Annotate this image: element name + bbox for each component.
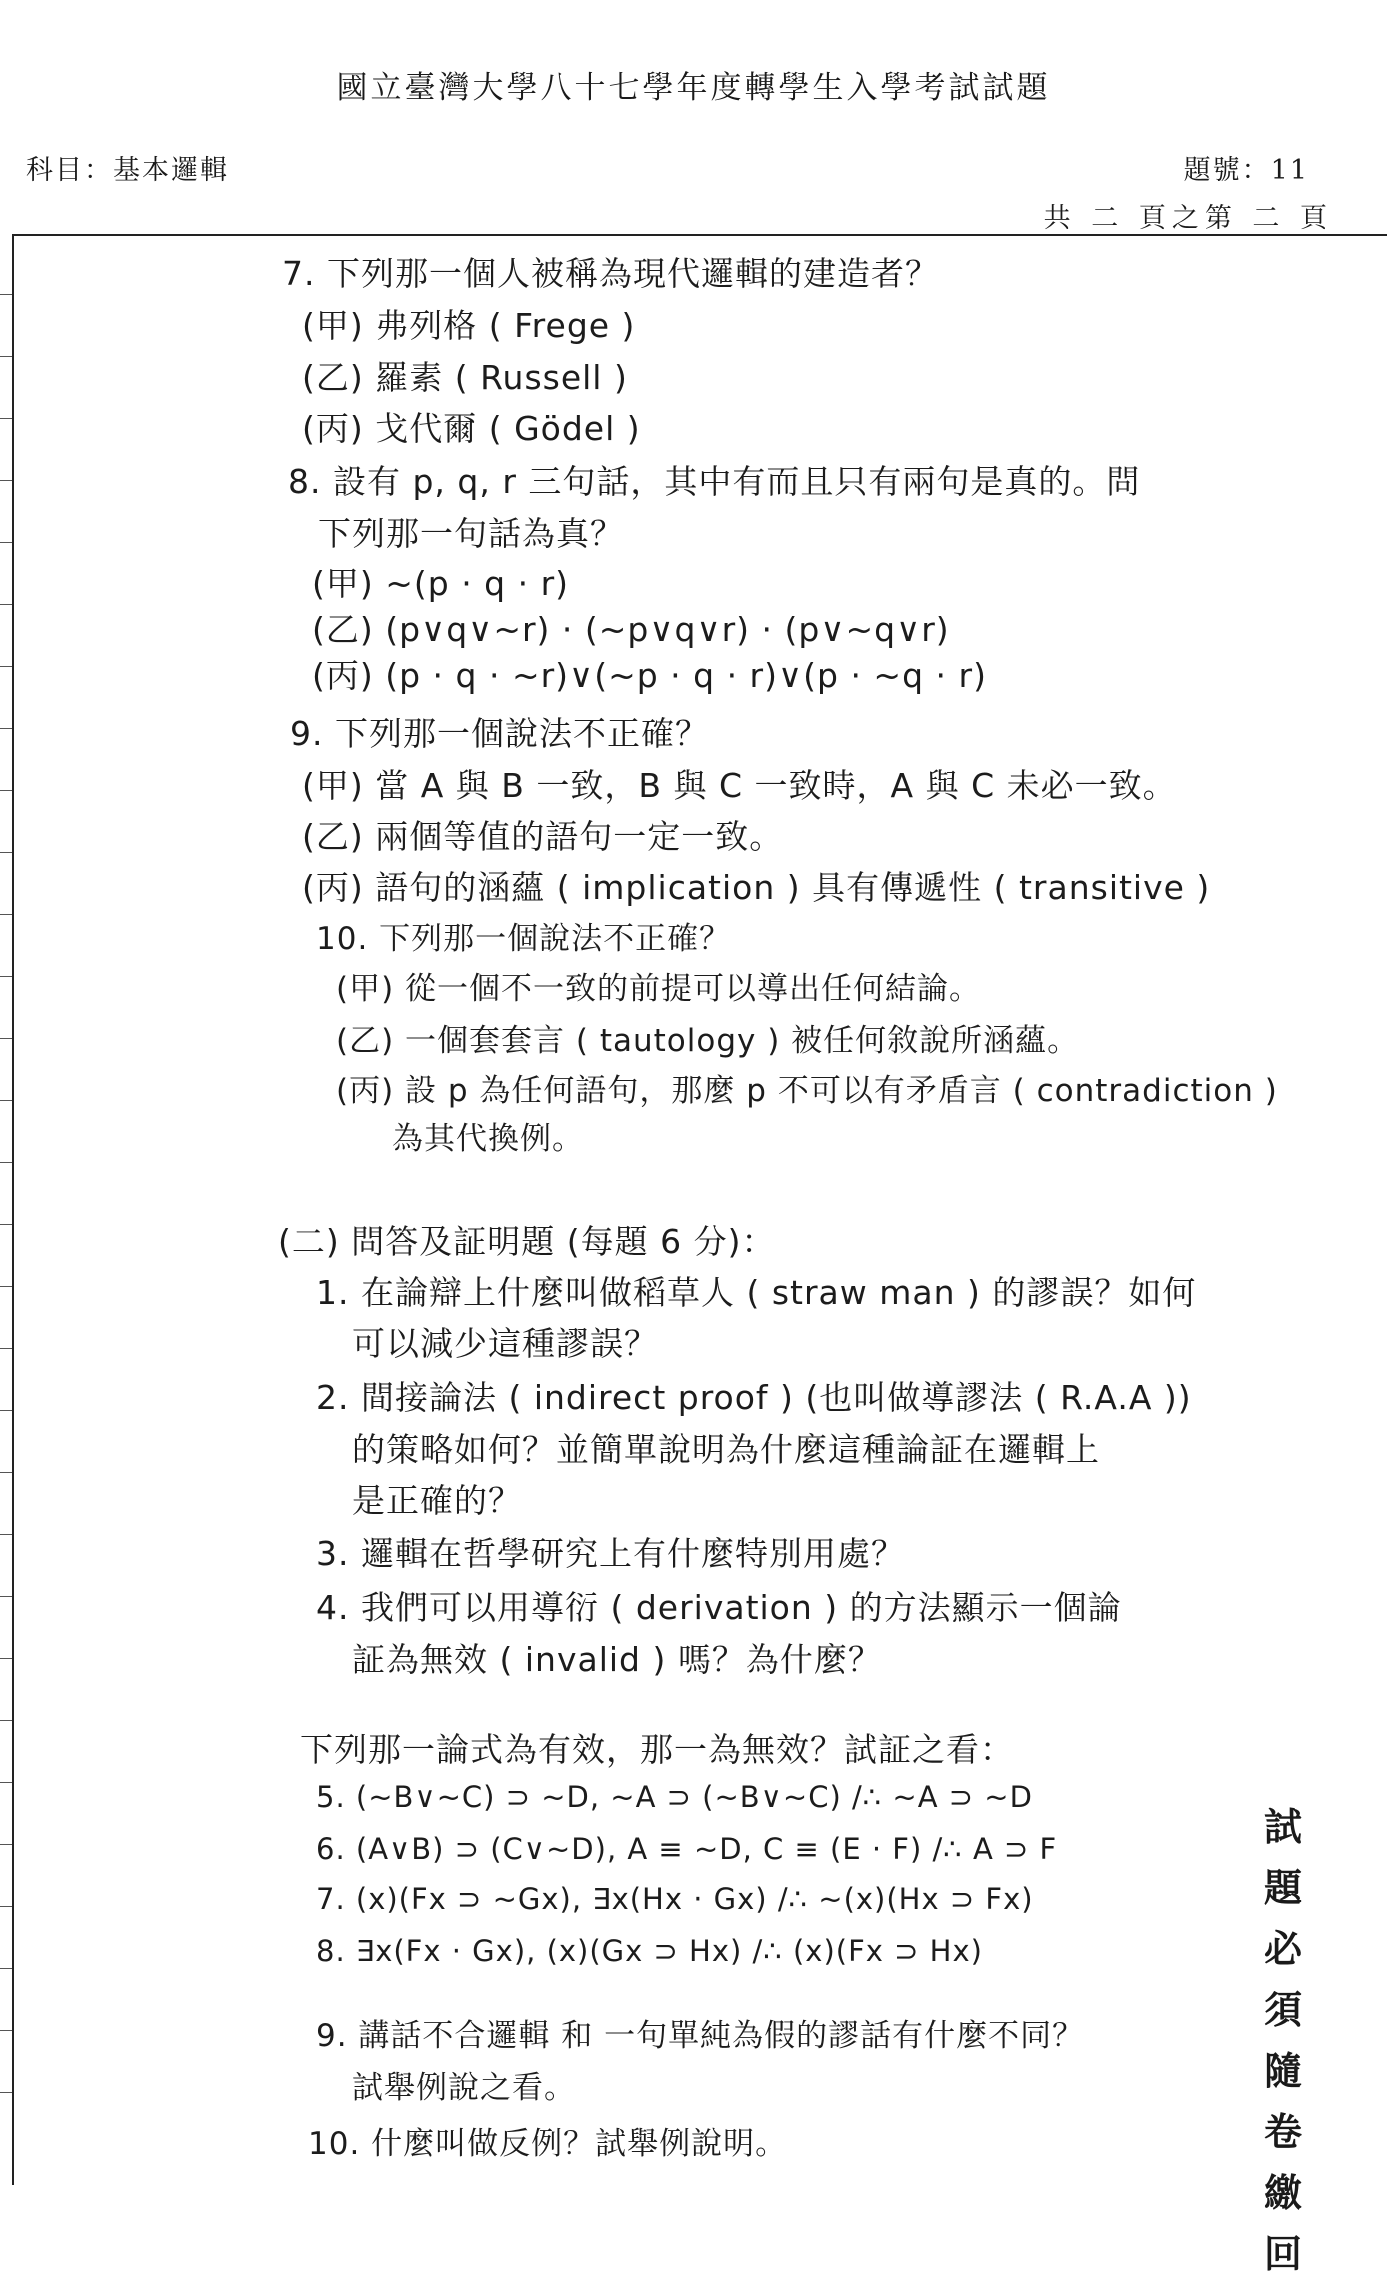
q8-option-b: (乙) (p∨q∨~r) · (~p∨q∨r) · (p∨~q∨r): [312, 610, 950, 649]
s2-q3: 3. 邏輯在哲學研究上有什麼特別用處？: [316, 1534, 905, 1573]
side-note-char: 繳: [1263, 2170, 1302, 2215]
s2-q2-line3: 是正確的？: [352, 1481, 522, 1520]
q8-option-c: (丙) (p · q · ~r)∨(~p · q · r)∨(p · ~q · r): [312, 656, 987, 695]
side-note-char: 隨: [1263, 2048, 1302, 2093]
subject-label: 科目：基本邏輯: [26, 155, 229, 186]
side-note-char: 回: [1263, 2231, 1302, 2276]
s2-q2-line1: 2. 間接論法 ( indirect proof ) (也叫做導謬法 ( R.A.A )): [316, 1378, 1192, 1417]
q8-option-a: (甲) ~(p · q · r): [312, 564, 570, 603]
s2-q10: 10. 什麼叫做反例？試舉例說明。: [308, 2126, 788, 2162]
s2-q4-line2: 証為無效 ( invalid ) 嗎？為什麼？: [352, 1640, 882, 1679]
side-note-char: 必: [1263, 1926, 1302, 1971]
page-indicator: 共 二 頁之第 二 頁: [1043, 203, 1333, 234]
argument-7: 7. (x)(Fx ⊃ ~Gx), ∃x(Hx · Gx) /∴ ~(x)(Hx ⊃ Fx): [316, 1882, 1034, 1916]
q7-option-c: (丙) 戈代爾 ( Gödel ): [302, 409, 641, 448]
side-note-char: 須: [1263, 1987, 1302, 2032]
side-note-char: 試: [1263, 1804, 1302, 1849]
s2-q9-line1: 9. 講話不合邏輯 和 一句單純為假的謬話有什麼不同？: [316, 2018, 1085, 2054]
q10-option-a: (甲) 從一個不一致的前提可以導出任何結論。: [336, 971, 982, 1007]
exam-title: 國立臺灣大學八十七學年度轉學生入學考試試題: [336, 70, 1051, 106]
q9-option-b: (乙) 兩個等值的語句一定一致。: [302, 817, 784, 856]
q7-option-b: (乙) 羅素 ( Russell ): [302, 358, 628, 397]
return-with-paper-note: [1248, 1796, 1318, 2284]
argument-8: 8. ∃x(Fx · Gx), (x)(Gx ⊃ Hx) /∴ (x)(Fx ⊃ Hx): [316, 1934, 983, 1968]
q9-option-a: (甲) 當 A 與 B 一致，B 與 C 一致時，A 與 C 未必一致。: [302, 766, 1177, 805]
side-note-char: 題: [1263, 1865, 1302, 1910]
q10-option-c-line2: 為其代換例。: [392, 1121, 584, 1157]
question-number: 題號：11: [1183, 155, 1309, 186]
q9-stem: 9. 下列那一個說法不正確？: [290, 714, 709, 753]
s2-q9-line2: 試舉例說之看。: [352, 2070, 576, 2106]
s2-q1-line2: 可以減少這種謬誤？: [352, 1324, 658, 1363]
side-note-char: 卷: [1263, 2109, 1302, 2154]
q7-option-a: (甲) 弗列格 ( Frege ): [302, 306, 636, 345]
s2-q4-line1: 4. 我們可以用導衍 ( derivation ) 的方法顯示一個論: [316, 1588, 1122, 1627]
section-two-heading: (二) 問答及証明題 (每題 6 分)：: [278, 1222, 776, 1261]
margin-ruling: [0, 234, 12, 2185]
q10-option-b: (乙) 一個套套言 ( tautology ) 被任何敘說所涵蘊。: [336, 1023, 1080, 1059]
argument-5: 5. (~B∨~C) ⊃ ~D, ~A ⊃ (~B∨~C) /∴ ~A ⊃ ~D: [316, 1780, 1033, 1814]
s2-q1-line1: 1. 在論辯上什麼叫做稻草人 ( straw man ) 的謬誤？如何: [316, 1273, 1197, 1312]
q10-stem: 10. 下列那一個說法不正確？: [316, 921, 732, 957]
q8-stem-line2: 下列那一句話為真？: [318, 514, 624, 553]
q8-stem-line1: 8. 設有 p, q, r 三句話，其中有而且只有兩句是真的。問: [288, 462, 1141, 501]
q7-stem: 7. 下列那一個人被稱為現代邏輯的建造者？: [282, 254, 939, 293]
s2-q2-line2: 的策略如何？並簡單說明為什麼這種論証在邏輯上: [352, 1430, 1100, 1469]
validity-intro: 下列那一論式為有效，那一為無效？試証之看：: [300, 1730, 1014, 1769]
q10-option-c-line1: (丙) 設 p 為任何語句，那麼 p 不可以有矛盾言 ( contradiction ): [336, 1073, 1278, 1109]
argument-6: 6. (A∨B) ⊃ (C∨~D), A ≡ ~D, C ≡ (E · F) /∴ A ⊃ F: [316, 1832, 1058, 1866]
q9-option-c: (丙) 語句的涵蘊 ( implication ) 具有傳遞性 ( transitive ): [302, 868, 1211, 907]
